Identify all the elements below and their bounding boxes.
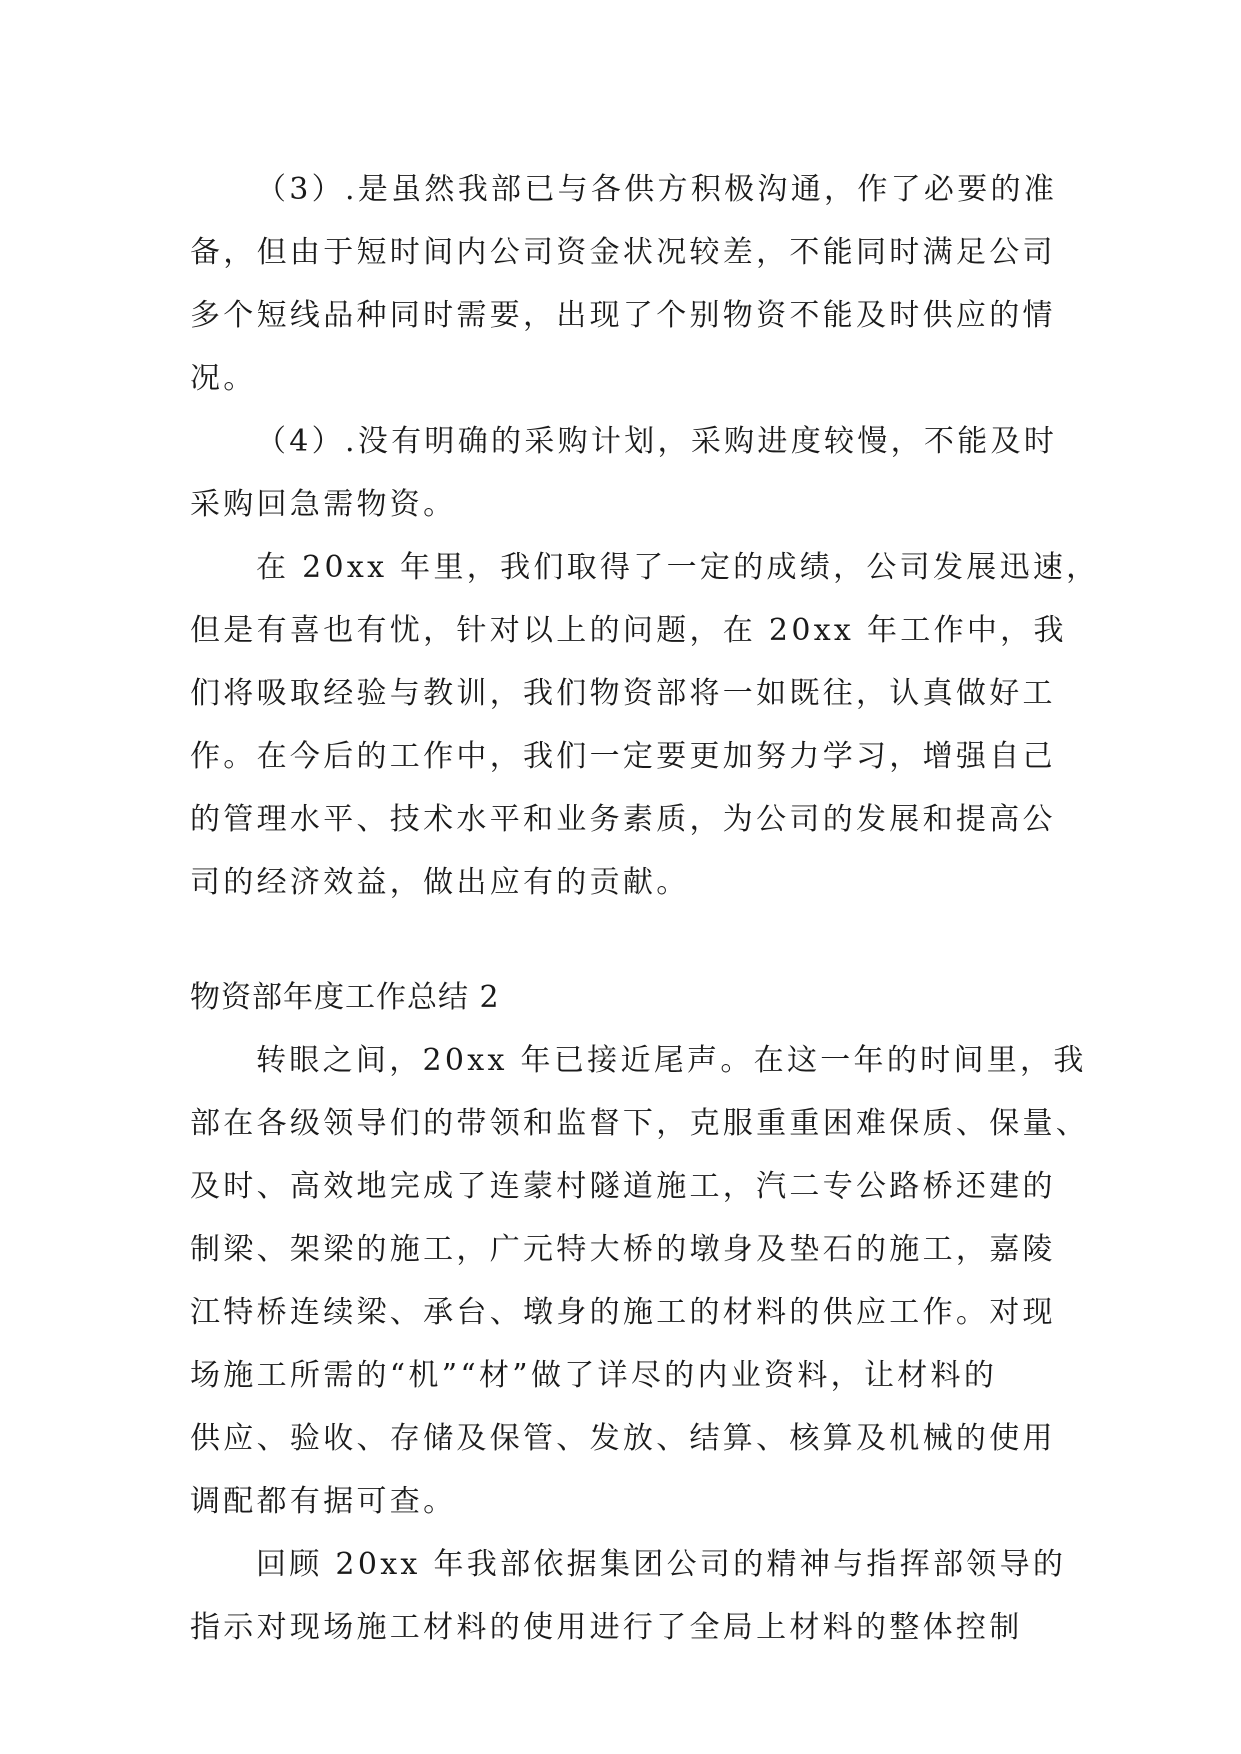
text-line: （3）.是虽然我部已与各供方积极沟通，作了必要的准 [256,172,1058,207]
text-line: 们将吸取经验与教训，我们物资部将一如既往，认真做好工 [190,676,1056,711]
document-body [190,158,1100,1659]
paragraph-conclusion [190,536,1100,914]
text-line: 在 20xx 年里，我们取得了一定的成绩，公司发展迅速， [256,550,1100,585]
text-line: 的管理水平、技术水平和业务素质，为公司的发展和提高公 [190,802,1056,837]
text-line: 但是有喜也有忧，针对以上的问题，在 20xx 年工作中，我 [190,613,1067,648]
text-line: 场施工所需的“机”“材”做了详尽的内业资料，让材料的 [190,1358,998,1393]
paragraph-intro [190,1029,1090,1533]
text-line: 部在各级领导们的带领和监督下，克服重重困难保质、保量、 [190,1106,1090,1141]
text-line: 多个短线品种同时需要，出现了个别物资不能及时供应的情 [190,298,1056,333]
text-line: 作。在今后的工作中，我们一定要更加努力学习，增强自己 [190,739,1056,774]
text-line: 备，但由于短时间内公司资金状况较差，不能同时满足公司 [190,235,1056,270]
section-heading: 物资部年度工作总结 2 [190,980,500,1015]
text-line: （4）.没有明确的采购计划，采购进度较慢，不能及时 [256,424,1058,459]
text-line: 及时、高效地完成了连蒙村隧道施工，汽二专公路桥还建的 [190,1169,1056,1204]
text-line: 江特桥连续梁、承台、墩身的施工的材料的供应工作。对现 [190,1295,1056,1330]
text-line: 转眼之间，20xx 年已接近尾声。在这一年的时间里，我 [256,1043,1087,1078]
text-line: 况。 [190,361,257,396]
text-line: 指示对现场施工材料的使用进行了全局上材料的整体控制 [190,1610,1023,1645]
paragraph-review [190,1533,1067,1659]
section-spacer [190,914,1050,966]
text-line: 供应、验收、存储及保管、发放、结算、核算及机械的使用 [190,1421,1056,1456]
text-line: 调配都有据可查。 [190,1484,457,1519]
paragraph-item-4 [190,410,1058,536]
paragraph-item-3 [190,158,1058,410]
text-line: 回顾 20xx 年我部依据集团公司的精神与指挥部领导的 [256,1547,1067,1582]
text-line: 制梁、架梁的施工，广元特大桥的墩身及垫石的施工，嘉陵 [190,1232,1056,1267]
text-line: 采购回急需物资。 [190,487,457,522]
text-line: 司的经济效益，做出应有的贡献。 [190,865,690,900]
